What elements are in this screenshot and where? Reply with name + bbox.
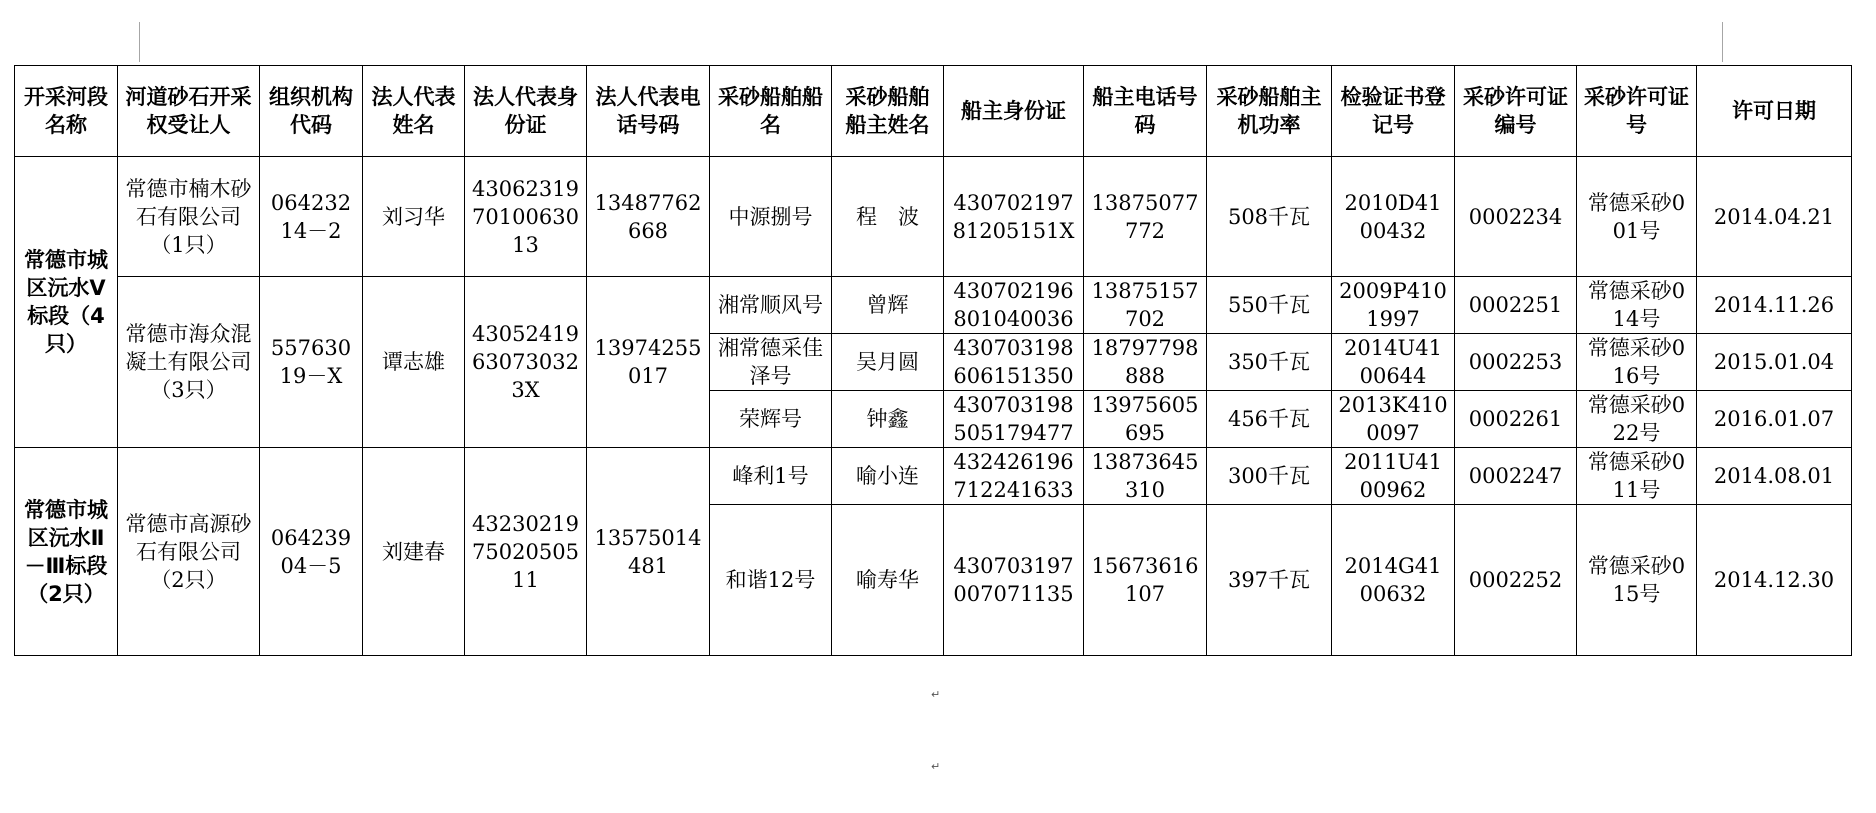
permit-number: 常德采砂015号	[1577, 505, 1697, 656]
ship-name: 湘常德采佳泽号	[710, 334, 832, 391]
legal-rep-name: 刘习华	[363, 157, 465, 277]
paragraph-mark: ↵	[931, 688, 941, 701]
permit-number: 常德采砂016号	[1577, 334, 1697, 391]
owner-phone: 15673616107	[1084, 505, 1207, 656]
segment-name: 常德市城区沅水Ⅱ－Ⅲ标段（2只）	[15, 448, 118, 656]
ship-name: 峰利1号	[710, 448, 832, 505]
permit-date: 2014.11.26	[1697, 277, 1852, 334]
ship-owner: 喻小连	[832, 448, 944, 505]
inspection-cert-no: 2014G4100632	[1332, 505, 1455, 656]
segment-name: 常德市城区沅水Ⅴ标段（4只）	[15, 157, 118, 448]
permit-date: 2014.08.01	[1697, 448, 1852, 505]
ship-name: 湘常顺风号	[710, 277, 832, 334]
legal-rep-phone: 13575014481	[587, 448, 710, 656]
owner-phone: 13975605695	[1084, 391, 1207, 448]
header-cell: 采砂船舶主机功率	[1207, 66, 1332, 157]
header-cell: 法人代表身份证	[465, 66, 587, 157]
company-name: 常德市楠木砂石有限公司（1只）	[118, 157, 260, 277]
ship-name: 中源捌号	[710, 157, 832, 277]
ship-owner: 钟鑫	[832, 391, 944, 448]
org-code: 06423214－2	[260, 157, 363, 277]
ship-owner: 喻寿华	[832, 505, 944, 656]
engine-power: 397千瓦	[1207, 505, 1332, 656]
permit-serial: 0002247	[1455, 448, 1577, 505]
engine-power: 350千瓦	[1207, 334, 1332, 391]
header-cell: 河道砂石开采权受让人	[118, 66, 260, 157]
owner-phone: 13875077772	[1084, 157, 1207, 277]
header-cell: 许可日期	[1697, 66, 1852, 157]
header-cell: 法人代表电话号码	[587, 66, 710, 157]
legal-rep-id: 430623197010063013	[465, 157, 587, 277]
owner-phone: 13875157702	[1084, 277, 1207, 334]
engine-power: 550千瓦	[1207, 277, 1332, 334]
owner-id: 430702196801040036	[944, 277, 1084, 334]
header-cell: 采砂许可证号	[1577, 66, 1697, 157]
owner-id: 430703198505179477	[944, 391, 1084, 448]
company-name: 常德市海众混凝土有限公司（3只）	[118, 277, 260, 448]
permit-date: 2015.01.04	[1697, 334, 1852, 391]
legal-rep-name: 谭志雄	[363, 277, 465, 448]
org-code: 55763019－X	[260, 277, 363, 448]
ship-owner: 曾辉	[832, 277, 944, 334]
engine-power: 300千瓦	[1207, 448, 1332, 505]
ship-name: 和谐12号	[710, 505, 832, 656]
header-cell: 开采河段名称	[15, 66, 118, 157]
ship-owner: 吴月圆	[832, 334, 944, 391]
engine-power: 508千瓦	[1207, 157, 1332, 277]
legal-rep-name: 刘建春	[363, 448, 465, 656]
permit-serial: 0002251	[1455, 277, 1577, 334]
header-cell: 采砂船舶船主姓名	[832, 66, 944, 157]
table-row	[15, 448, 1852, 505]
company-name: 常德市高源砂石有限公司（2只）	[118, 448, 260, 656]
owner-id: 43070219781205151X	[944, 157, 1084, 277]
header-cell: 采砂船舶船名	[710, 66, 832, 157]
ship-owner: 程 波	[832, 157, 944, 277]
header-cell: 法人代表姓名	[363, 66, 465, 157]
permit-serial: 0002261	[1455, 391, 1577, 448]
permit-serial: 0002253	[1455, 334, 1577, 391]
permit-number: 常德采砂014号	[1577, 277, 1697, 334]
header-cell: 船主身份证	[944, 66, 1084, 157]
permit-date: 2014.12.30	[1697, 505, 1852, 656]
sand-mining-permit-table	[14, 65, 1852, 656]
header-cell: 采砂许可证编号	[1455, 66, 1577, 157]
inspection-cert-no: 2013K4100097	[1332, 391, 1455, 448]
ship-name: 荣辉号	[710, 391, 832, 448]
permit-number: 常德采砂001号	[1577, 157, 1697, 277]
owner-phone: 13873645310	[1084, 448, 1207, 505]
table-row	[15, 157, 1852, 277]
legal-rep-phone: 13974255017	[587, 277, 710, 448]
org-code: 06423904－5	[260, 448, 363, 656]
header-cell: 组织机构代码	[260, 66, 363, 157]
permit-number: 常德采砂011号	[1577, 448, 1697, 505]
permit-serial: 0002234	[1455, 157, 1577, 277]
header-cell: 检验证书登记号	[1332, 66, 1455, 157]
permit-number: 常德采砂022号	[1577, 391, 1697, 448]
header-row	[15, 66, 1852, 157]
legal-rep-phone: 13487762668	[587, 157, 710, 277]
owner-phone: 18797798888	[1084, 334, 1207, 391]
owner-id: 430703197007071135	[944, 505, 1084, 656]
table-row	[15, 277, 1852, 334]
permit-serial: 0002252	[1455, 505, 1577, 656]
header-cell: 船主电话号码	[1084, 66, 1207, 157]
permit-date: 2016.01.07	[1697, 391, 1852, 448]
crop-mark-right	[1722, 22, 1723, 62]
owner-id: 430703198606151350	[944, 334, 1084, 391]
legal-rep-id: 432302197502050511	[465, 448, 587, 656]
owner-id: 432426196712241633	[944, 448, 1084, 505]
inspection-cert-no: 2009P4101997	[1332, 277, 1455, 334]
inspection-cert-no: 2014U4100644	[1332, 334, 1455, 391]
permit-date: 2014.04.21	[1697, 157, 1852, 277]
inspection-cert-no: 2011U4100962	[1332, 448, 1455, 505]
paragraph-mark: ↵	[931, 760, 941, 773]
crop-mark-left	[139, 22, 140, 62]
legal-rep-id: 43052419630730323X	[465, 277, 587, 448]
engine-power: 456千瓦	[1207, 391, 1332, 448]
inspection-cert-no: 2010D4100432	[1332, 157, 1455, 277]
